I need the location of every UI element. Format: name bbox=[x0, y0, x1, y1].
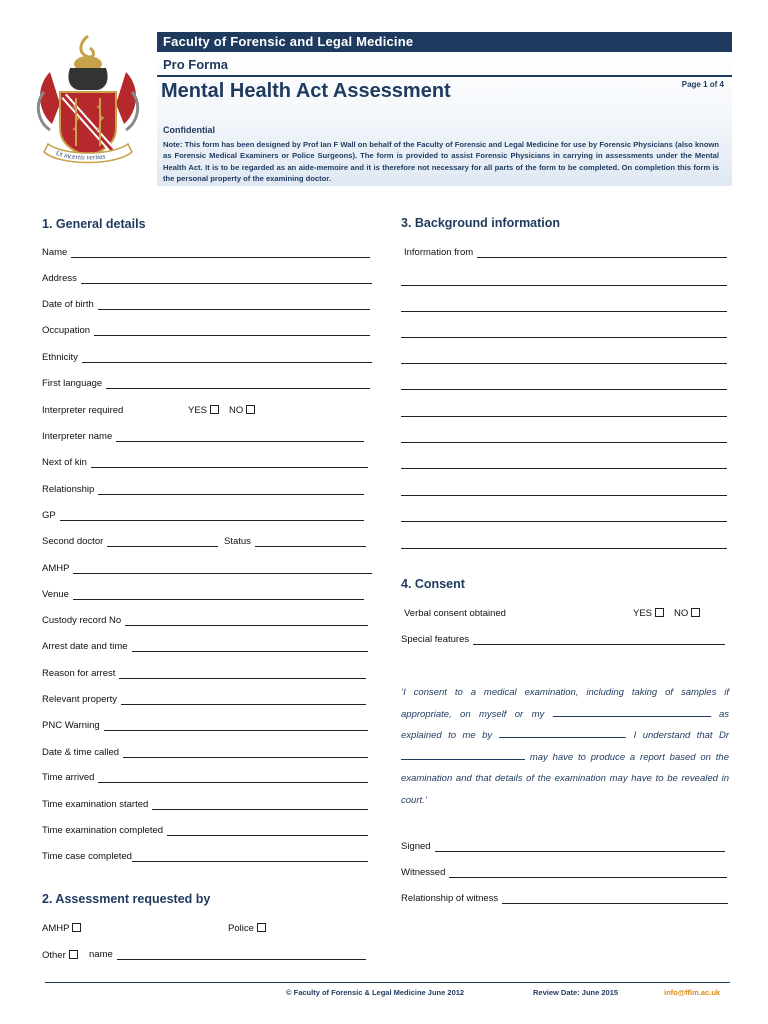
header-panel bbox=[157, 54, 732, 186]
consent-no-checkbox[interactable] bbox=[691, 608, 700, 617]
footer-review-date: Review Date: June 2015 bbox=[533, 988, 619, 997]
requested-by-other-checkbox[interactable] bbox=[69, 950, 78, 959]
interpreter-required-label: Interpreter required bbox=[42, 405, 124, 416]
svg-text:Ut incertis veritas: Ut incertis veritas bbox=[54, 148, 106, 162]
witnessed-field[interactable]: Witnessed bbox=[401, 867, 727, 878]
requested-by-police-option[interactable]: Police bbox=[228, 923, 269, 934]
interpreter-no-checkbox[interactable] bbox=[246, 405, 255, 414]
next-of-kin-field[interactable]: Next of kin bbox=[42, 457, 368, 468]
interpreter-yes-option[interactable]: YES bbox=[188, 405, 222, 416]
time-arrived-field[interactable]: Time arrived bbox=[42, 772, 368, 783]
background-line[interactable] bbox=[401, 495, 727, 496]
venue-field[interactable]: Venue bbox=[42, 589, 364, 600]
consent-statement: ‘I consent to a medical examination, including taking of samples if appropriate, on myself or my as explained to me by . I understand that Dr may have to produce a report based on the examination and that details of the examination may have to be revealed in court.’ bbox=[401, 687, 730, 806]
background-line[interactable] bbox=[401, 311, 727, 312]
pro-forma-label: Pro Forma bbox=[163, 57, 229, 72]
second-doctor-field[interactable]: Second doctor bbox=[42, 536, 218, 547]
document-title: Mental Health Act Assessment bbox=[161, 80, 451, 102]
consent-yes-option[interactable]: YES bbox=[633, 608, 667, 619]
date-time-called-field[interactable]: Date & time called bbox=[42, 747, 368, 758]
name-field[interactable]: Name bbox=[42, 247, 370, 258]
confidential-label: Confidential bbox=[163, 125, 215, 135]
verbal-consent-label: Verbal consent obtained bbox=[404, 608, 506, 619]
background-line[interactable] bbox=[401, 285, 727, 286]
section-assessment-requested-heading: 2. Assessment requested by bbox=[42, 892, 211, 906]
other-name-field[interactable]: name bbox=[89, 949, 366, 960]
requested-by-amhp-checkbox[interactable] bbox=[72, 923, 81, 932]
consent-yes-checkbox[interactable] bbox=[655, 608, 664, 617]
faculty-banner: Faculty of Forensic and Legal Medicine bbox=[157, 32, 732, 52]
section-general-details-heading: 1. General details bbox=[42, 217, 146, 231]
header-note: Note: This form has been designed by Prof Ian F Wall on behalf of the Faculty of Forensic and Legal Medicine for use by Forensic Physicians (also known as Forensic Medical Examiners or Police Surgeons). The form is provided to assist Forensic Physicians in carrying in assessments under the Mental Health Act. It is to be regarded as an aide-memoire and it is therefore not necessary for all parts of the form to be completed. On completion this form is the personal property of the examining doctor. bbox=[163, 140, 719, 184]
background-line[interactable] bbox=[401, 363, 727, 364]
address-field[interactable]: Address bbox=[42, 273, 372, 284]
page-number: Page 1 of 4 bbox=[681, 80, 724, 89]
ethnicity-field[interactable]: Ethnicity bbox=[42, 352, 372, 363]
consent-doctor-blank[interactable] bbox=[401, 750, 525, 760]
relationship-of-witness-field[interactable]: Relationship of witness bbox=[401, 893, 728, 904]
relevant-property-field[interactable]: Relevant property bbox=[42, 694, 366, 705]
occupation-field[interactable]: Occupation bbox=[42, 325, 370, 336]
interpreter-yes-checkbox[interactable] bbox=[210, 405, 219, 414]
footer-copyright: © Faculty of Forensic & Legal Medicine June 2012 bbox=[286, 988, 465, 997]
time-examination-started-field[interactable]: Time examination started bbox=[42, 799, 368, 810]
background-line[interactable] bbox=[401, 389, 727, 390]
fflm-crest-logo bbox=[30, 32, 146, 172]
footer-email-link[interactable]: info@fflm.ac.uk bbox=[664, 988, 721, 997]
background-line[interactable] bbox=[401, 521, 727, 522]
arrest-date-time-field[interactable]: Arrest date and time bbox=[42, 641, 368, 652]
header-divider bbox=[157, 75, 732, 77]
footer-divider bbox=[45, 982, 730, 983]
background-line[interactable] bbox=[401, 442, 727, 443]
reason-for-arrest-field[interactable]: Reason for arrest bbox=[42, 668, 366, 679]
time-examination-completed-field[interactable]: Time examination completed bbox=[42, 825, 368, 836]
background-line[interactable] bbox=[401, 337, 727, 338]
first-language-field[interactable]: First language bbox=[42, 378, 370, 389]
amhp-field[interactable]: AMHP bbox=[42, 563, 372, 574]
section-consent-heading: 4. Consent bbox=[401, 577, 465, 591]
background-line[interactable] bbox=[401, 468, 727, 469]
relationship-field[interactable]: Relationship bbox=[42, 484, 364, 495]
information-from-field[interactable]: Information from bbox=[404, 247, 727, 258]
consent-explained-by-blank[interactable] bbox=[499, 728, 625, 738]
consent-no-option[interactable]: NO bbox=[674, 608, 703, 619]
requested-by-amhp-option[interactable]: AMHP bbox=[42, 923, 84, 934]
interpreter-name-field[interactable]: Interpreter name bbox=[42, 431, 364, 442]
interpreter-no-option[interactable]: NO bbox=[229, 405, 258, 416]
custody-record-field[interactable]: Custody record No bbox=[42, 615, 368, 626]
requested-by-other-option[interactable]: Other bbox=[42, 950, 81, 961]
gp-field[interactable]: GP bbox=[42, 510, 364, 521]
background-line[interactable] bbox=[401, 416, 727, 417]
pnc-warning-field[interactable]: PNC Warning bbox=[42, 720, 368, 731]
background-line[interactable] bbox=[401, 548, 727, 549]
special-features-field[interactable]: Special features bbox=[401, 634, 725, 645]
time-case-completed-field[interactable]: Time case completed bbox=[42, 851, 368, 862]
consent-relation-blank[interactable] bbox=[553, 707, 711, 717]
requested-by-police-checkbox[interactable] bbox=[257, 923, 266, 932]
status-field[interactable]: Status bbox=[224, 536, 366, 547]
signed-field[interactable]: Signed bbox=[401, 841, 725, 852]
section-background-heading: 3. Background information bbox=[401, 216, 561, 230]
date-of-birth-field[interactable]: Date of birth bbox=[42, 299, 370, 310]
